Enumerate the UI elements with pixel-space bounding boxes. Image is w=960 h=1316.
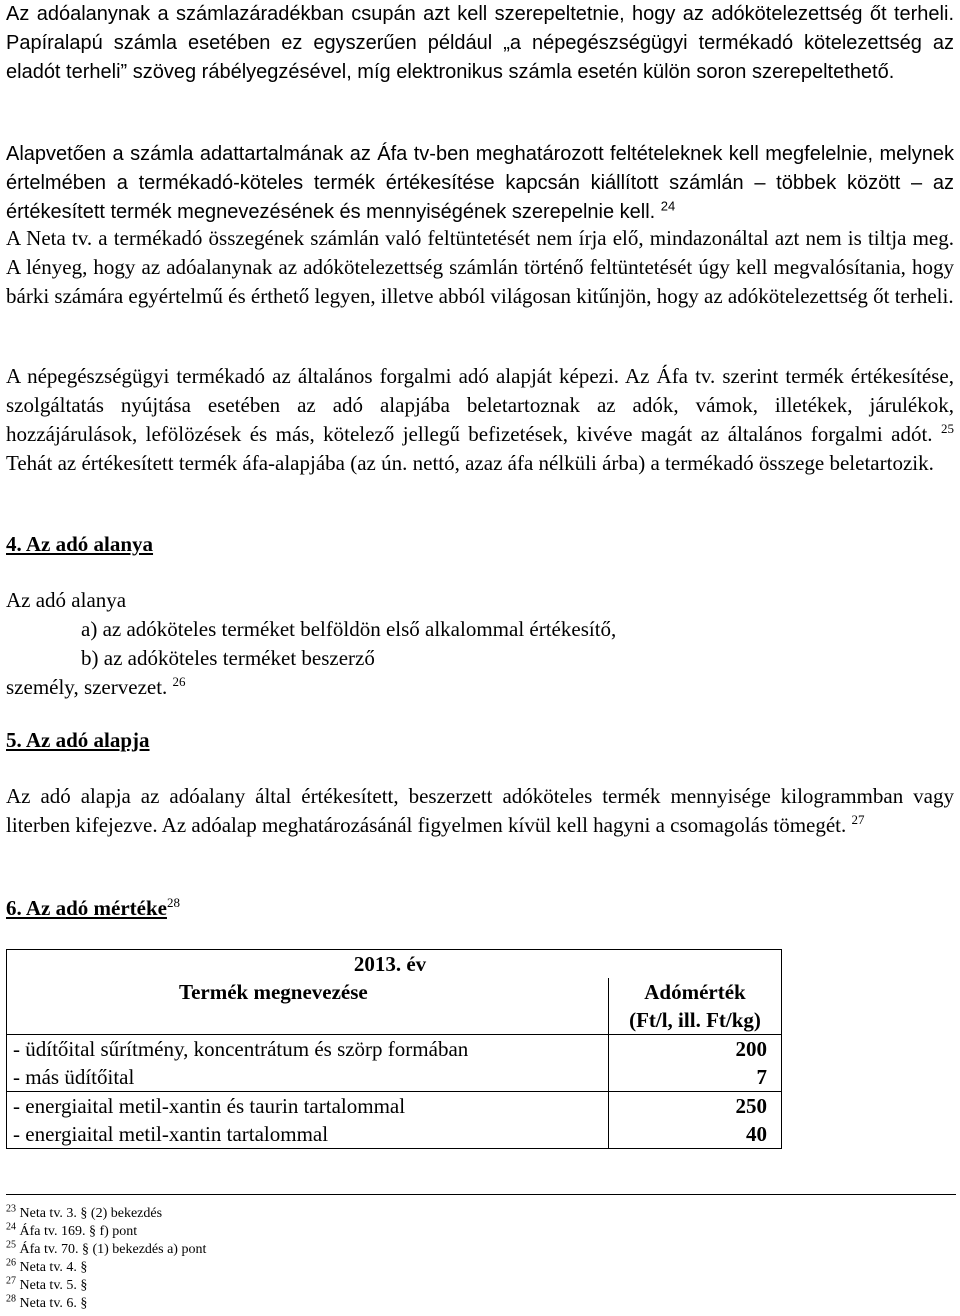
footnote-text: Neta tv. 6. § [19, 1296, 88, 1311]
table-header-year-row [7, 950, 782, 979]
section-4-end [6, 673, 954, 702]
footnote-number: 23 [6, 1203, 16, 1215]
footnote-item [6, 1295, 206, 1313]
product-name: - más üdítőital [13, 1065, 135, 1089]
footnote-divider [6, 1194, 956, 1195]
paragraph-text: Az adó alapja az adóalany által értékesített, beszerzett adóköteles termék mennyisége kilogrammban vagy literben kifejezve. Az adóalap meghatározásánál figyelmen kívül kell hagyni a csomagolás tömegét. [6, 784, 954, 837]
column-header-rate-line1: Adómérték [644, 980, 746, 1004]
tax-rate-table [6, 949, 782, 1149]
footnote-text: Áfa tv. 70. § (1) bekezdés a) pont [19, 1242, 207, 1257]
table-row-group-soft [7, 1035, 782, 1092]
footnote-item [6, 1241, 206, 1259]
footnote-item [6, 1259, 206, 1277]
table-cell-rates [609, 1035, 782, 1092]
footnote-number: 27 [6, 1275, 16, 1287]
section-4-intro: Az adó alanya [6, 588, 127, 612]
product-name: - energiaital metil-xantin és taurin tartalommal [13, 1094, 406, 1118]
footnote-text: Áfa tv. 169. § f) pont [19, 1224, 138, 1239]
paragraph-vat-base [6, 362, 954, 478]
paragraph-neta-invoice [6, 224, 954, 311]
column-header-rate [609, 978, 782, 1035]
section-4-item-b: b) az adóköteles terméket beszerző [81, 646, 375, 670]
product-name: - üdítőital sűrítmény, koncentrátum és szörp formában [13, 1037, 469, 1061]
paragraph-tax-base [6, 782, 954, 840]
section-heading-5: 5. Az adó alapja [6, 728, 150, 752]
product-rate: 40 [746, 1122, 767, 1146]
footnote-number: 28 [6, 1293, 16, 1305]
footnote-number: 26 [6, 1257, 16, 1269]
footnote-ref: 25 [941, 421, 955, 436]
product-rate: 250 [735, 1094, 767, 1118]
footnote-text: Neta tv. 5. § [19, 1278, 88, 1293]
footnote-number: 25 [6, 1239, 16, 1251]
section-heading-6: 6. Az adó mértéke [6, 896, 167, 920]
paragraph-invoice-clause [6, 0, 954, 87]
paragraph-text: Tehát az értékesített termék áfa-alapjába (az ún. nettó, azaz áfa nélküli árba) a termékadó összege beletartozik. [6, 451, 934, 475]
footnote-text: Neta tv. 3. § (2) bekezdés [19, 1206, 163, 1221]
paragraph-text: Alapvetően a számla adattartalmának az Áfa tv-ben meghatározott feltételeknek kell megfelelnie, melynek értelmében a termékadó-köteles termék értékesítése kapcsán kiállított számlán – többek között – az értékesített termék megnevezésének és mennyiségének szerepelnie kell. [6, 143, 954, 223]
footnote-ref: 27 [851, 812, 865, 827]
footnote-item [6, 1223, 206, 1241]
paragraph-invoice-content [6, 140, 954, 227]
footnote-text: Neta tv. 4. § [19, 1260, 88, 1275]
table-cell-names [7, 1035, 609, 1092]
footnote-ref: 28 [166, 895, 180, 910]
column-header-rate-line2: (Ft/l, ill. Ft/kg) [629, 1008, 761, 1032]
footnote-ref: 24 [660, 198, 676, 214]
footnote-number: 24 [6, 1221, 16, 1233]
section-heading-6-wrap [6, 894, 954, 923]
footnote-item [6, 1205, 206, 1223]
product-name: - energiaital metil-xantin tartalommal [13, 1122, 329, 1146]
footnote-item [6, 1277, 206, 1295]
footnotes [6, 1205, 206, 1313]
section-4-end-text: személy, szervezet. [6, 675, 168, 699]
table-year-cell: 2013. év [7, 950, 782, 979]
paragraph-text: Az adóalanynak a számlazáradékban csupán azt kell szerepeltetnie, hogy az adókötelezettség őt terheli. Papíralapú számla esetében ez egyszerűen például „a népegészségügyi termékadó kötelezettség az eladót terheli” szöveg rábélyegzésével, míg elektronikus számla esetén külön soron szerepeltethető. [6, 3, 954, 83]
product-rate: 200 [735, 1037, 767, 1061]
table-cell-names [7, 1092, 609, 1149]
column-header-name: Termék megnevezése [7, 978, 609, 1035]
section-4-item-a: a) az adóköteles terméket belföldön első alkalommal értékesítő, [81, 617, 617, 641]
paragraph-text: A Neta tv. a termékadó összegének számlán való feltüntetését nem írja elő, mindazonáltal azt nem is tiltja meg. A lényeg, hogy az adóalanynak az adókötelezettség számlán történő feltüntetését úgy kell megvalósítania, hogy bárki számára egyértelmű és érthető legyen, illetve abból világosan kitűnjön, hogy az adókötelezettség őt terheli. [6, 226, 954, 308]
section-heading-4: 4. Az adó alanya [6, 532, 154, 556]
table-row-group-energy [7, 1092, 782, 1149]
paragraph-text: A népegészségügyi termékadó az általános forgalmi adó alapját képezi. Az Áfa tv. szerint termék értékesítése, szolgáltatás nyújtása esetében az adó alapjába beletartoznak az adók, vámok, illetékek, járulékok, hozzájárulások, lefölözések és más, kötelező jellegű befizetések, kivéve magát az általános forgalmi adót. [6, 364, 954, 446]
table-cell-rates [609, 1092, 782, 1149]
footnote-ref: 26 [172, 674, 186, 689]
table-header-row [7, 978, 782, 1035]
section-4-body [6, 586, 954, 702]
product-rate: 7 [756, 1065, 767, 1089]
